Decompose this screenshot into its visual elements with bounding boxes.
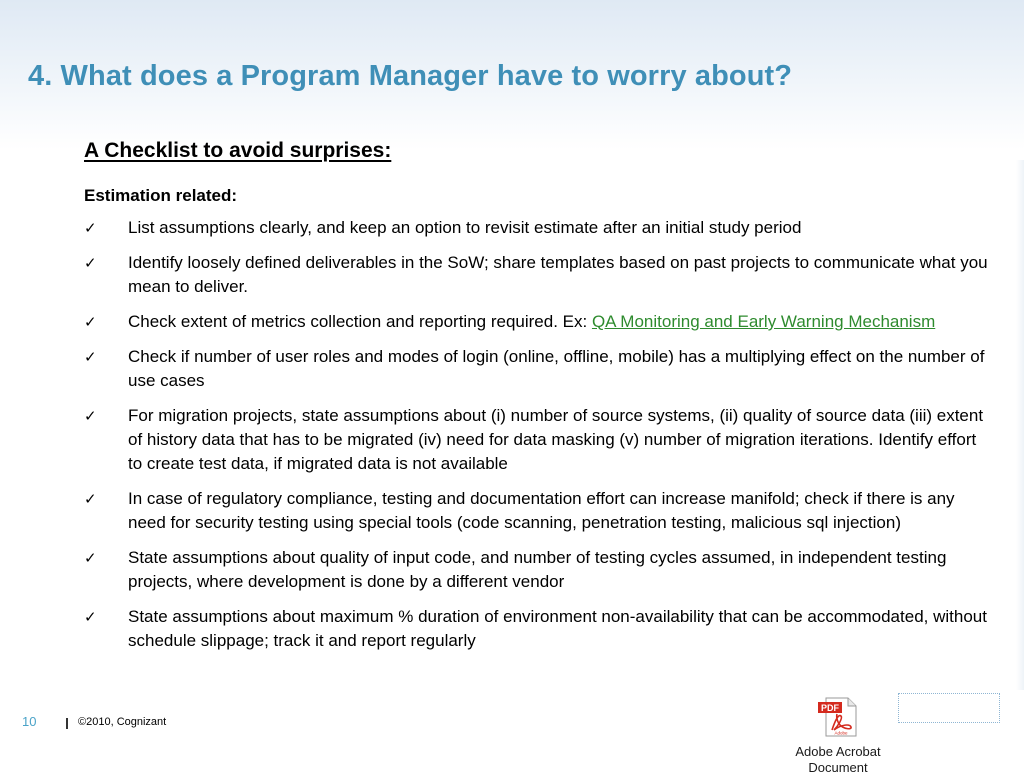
footer-divider <box>66 718 68 729</box>
checklist-item-text <box>128 216 990 240</box>
checklist-item <box>0 605 1024 653</box>
checkmark-icon: ✓ <box>84 349 97 366</box>
attachment-caption-line2: Document <box>808 760 868 775</box>
item-body: Check extent of metrics collection and reporting required. Ex: <box>128 312 592 331</box>
copyright-text: ©2010, Cognizant <box>78 716 167 728</box>
item-body: In case of regulatory compliance, testing and documentation effort can increase manifold; check if there is any need for security testing using special tools (code scanning, penetration testing, malicious sql injection) <box>128 489 955 532</box>
item-body: State assumptions about maximum % duration of environment non-availability that can be accommodated, without schedule slippage; track it and report regularly <box>128 607 987 650</box>
checkmark-icon: ✓ <box>84 255 97 272</box>
svg-text:Adobe: Adobe <box>834 730 848 736</box>
checkmark-icon: ✓ <box>84 314 97 331</box>
checkmark-icon: ✓ <box>84 550 97 567</box>
svg-text:PDF: PDF <box>821 703 839 713</box>
checklist-item-text <box>128 345 990 393</box>
section-label: Estimation related: <box>84 186 238 205</box>
slide-title: 4. What does a Program Manager have to worry about? <box>28 60 793 92</box>
checklist-heading: A Checklist to avoid surprises: <box>84 139 392 162</box>
checklist-item <box>0 487 1024 535</box>
checkmark-icon: ✓ <box>84 491 97 508</box>
attachment-caption: Adobe Acrobat <box>795 744 881 759</box>
checklist-item <box>0 310 1024 334</box>
checklist-item <box>0 216 1024 240</box>
checklist-item-text <box>128 546 990 594</box>
placeholder-box <box>898 693 1000 723</box>
pdf-file-icon <box>816 696 860 738</box>
checklist-item <box>0 546 1024 594</box>
checklist <box>0 216 1024 664</box>
checkmark-icon: ✓ <box>84 408 97 425</box>
item-body: Identify loosely defined deliverables in the SoW; share templates based on past projects to communicate what you mean to deliver. <box>128 253 988 296</box>
pdf-attachment[interactable] <box>788 696 888 775</box>
checklist-item <box>0 251 1024 299</box>
checklist-item-text <box>128 404 990 476</box>
page-number: 10 <box>22 714 37 729</box>
item-body: Check if number of user roles and modes of login (online, offline, mobile) has a multiplying effect on the number of use cases <box>128 347 985 390</box>
item-body: List assumptions clearly, and keep an option to revisit estimate after an initial study period <box>128 218 802 237</box>
item-body: For migration projects, state assumptions about (i) number of source systems, (ii) quality of source data (iii) extent of history data that has to be migrated (iv) need for data masking (v) number of migration iterations. Identify effort to create test data, if migrated data is not available <box>128 406 984 473</box>
checklist-item-link[interactable]: QA Monitoring and Early Warning Mechanism <box>591 312 936 331</box>
checklist-item-text <box>128 487 990 535</box>
checklist-item-text <box>128 251 990 299</box>
checklist-item <box>0 345 1024 393</box>
checkmark-icon: ✓ <box>84 220 97 237</box>
item-body: State assumptions about quality of input code, and number of testing cycles assumed, in independent testing projects, where development is done by a different vendor <box>128 548 947 591</box>
checklist-item <box>0 404 1024 476</box>
checklist-item-text <box>128 605 990 653</box>
checklist-item-text <box>128 310 990 334</box>
checkmark-icon: ✓ <box>84 609 97 626</box>
